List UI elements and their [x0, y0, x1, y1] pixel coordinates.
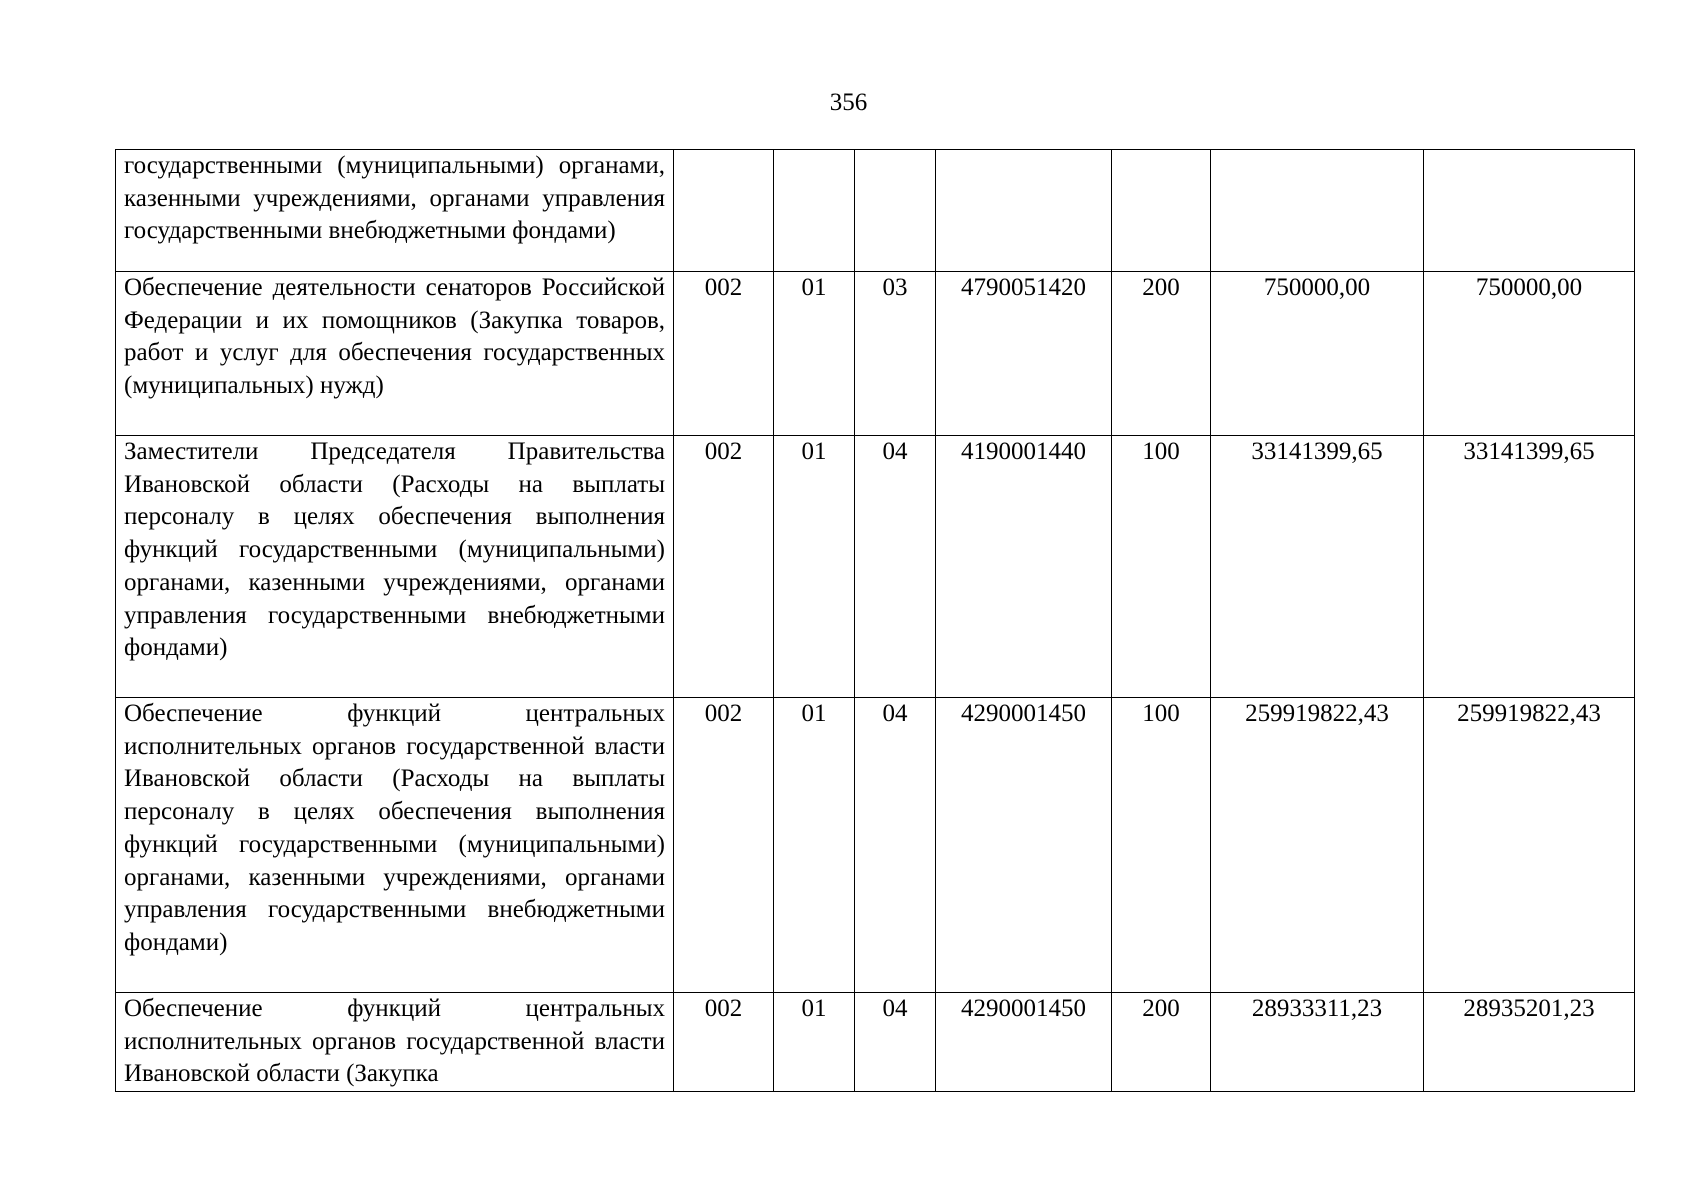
- row-amount-1: 28933311,23: [1211, 993, 1424, 1092]
- row-expense-type-code: 200: [1112, 993, 1211, 1092]
- row-amount-2: 33141399,65: [1424, 436, 1635, 698]
- row-gr-code: 002: [674, 698, 774, 993]
- row-amount-1: 259919822,43: [1211, 698, 1424, 993]
- table-row: [116, 698, 1635, 993]
- row-section-code: 01: [774, 698, 855, 993]
- row-expense-type-code: 100: [1112, 436, 1211, 698]
- budget-table: [115, 149, 1635, 1092]
- row-description: Заместители Председателя Правительства Ивановской области (Расходы на выплаты персоналу в целях обеспечения выполнения функций государственными (муниципальными) органами, казенными учреждениями, органами управления государственными внебюджетными фондами): [116, 436, 674, 698]
- row-expense-type-code: 200: [1112, 272, 1211, 436]
- row-section-code: 01: [774, 272, 855, 436]
- row-expense-type-code: [1112, 150, 1211, 272]
- row-amount-1: 33141399,65: [1211, 436, 1424, 698]
- row-subsection-code: 04: [855, 698, 936, 993]
- row-gr-code: 002: [674, 993, 774, 1092]
- page-number: 356: [829, 89, 868, 116]
- table-row: [116, 436, 1635, 698]
- row-section-code: 01: [774, 436, 855, 698]
- row-amount-2: 259919822,43: [1424, 698, 1635, 993]
- row-amount-1: [1211, 150, 1424, 272]
- table-row: [116, 272, 1635, 436]
- row-subsection-code: [855, 150, 936, 272]
- row-amount-2: [1424, 150, 1635, 272]
- row-description: Обеспечение деятельности сенаторов Российской Федерации и их помощников (Закупка товаров, работ и услуг для обеспечения государственных (муниципальных) нужд): [116, 272, 674, 436]
- row-subsection-code: 03: [855, 272, 936, 436]
- row-description: Обеспечение функций центральных исполнительных органов государственной власти Ивановской области (Расходы на выплаты персоналу в целях обеспечения выполнения функций государственными (муниципальными) органами, казенными учреждениями, органами управления государственными внебюджетными фондами): [116, 698, 674, 993]
- row-amount-2: 28935201,23: [1424, 993, 1635, 1092]
- row-subsection-code: 04: [855, 993, 936, 1092]
- row-gr-code: 002: [674, 272, 774, 436]
- row-description: Обеспечение функций центральных исполнительных органов государственной власти Ивановской области (Закупка: [116, 993, 674, 1092]
- row-target-article-code: 4290001450: [936, 993, 1112, 1092]
- row-section-code: 01: [774, 993, 855, 1092]
- row-amount-1: 750000,00: [1211, 272, 1424, 436]
- row-target-article-code: [936, 150, 1112, 272]
- row-expense-type-code: 100: [1112, 698, 1211, 993]
- row-target-article-code: 4190001440: [936, 436, 1112, 698]
- row-section-code: [774, 150, 855, 272]
- row-amount-2: 750000,00: [1424, 272, 1635, 436]
- table-row: [116, 150, 1635, 272]
- row-target-article-code: 4290001450: [936, 698, 1112, 993]
- row-subsection-code: 04: [855, 436, 936, 698]
- row-gr-code: 002: [674, 436, 774, 698]
- row-description: государственными (муниципальными) органами, казенными учреждениями, органами управления государственными внебюджетными фондами): [116, 150, 674, 272]
- row-gr-code: [674, 150, 774, 272]
- row-target-article-code: 4790051420: [936, 272, 1112, 436]
- table-row: [116, 993, 1635, 1092]
